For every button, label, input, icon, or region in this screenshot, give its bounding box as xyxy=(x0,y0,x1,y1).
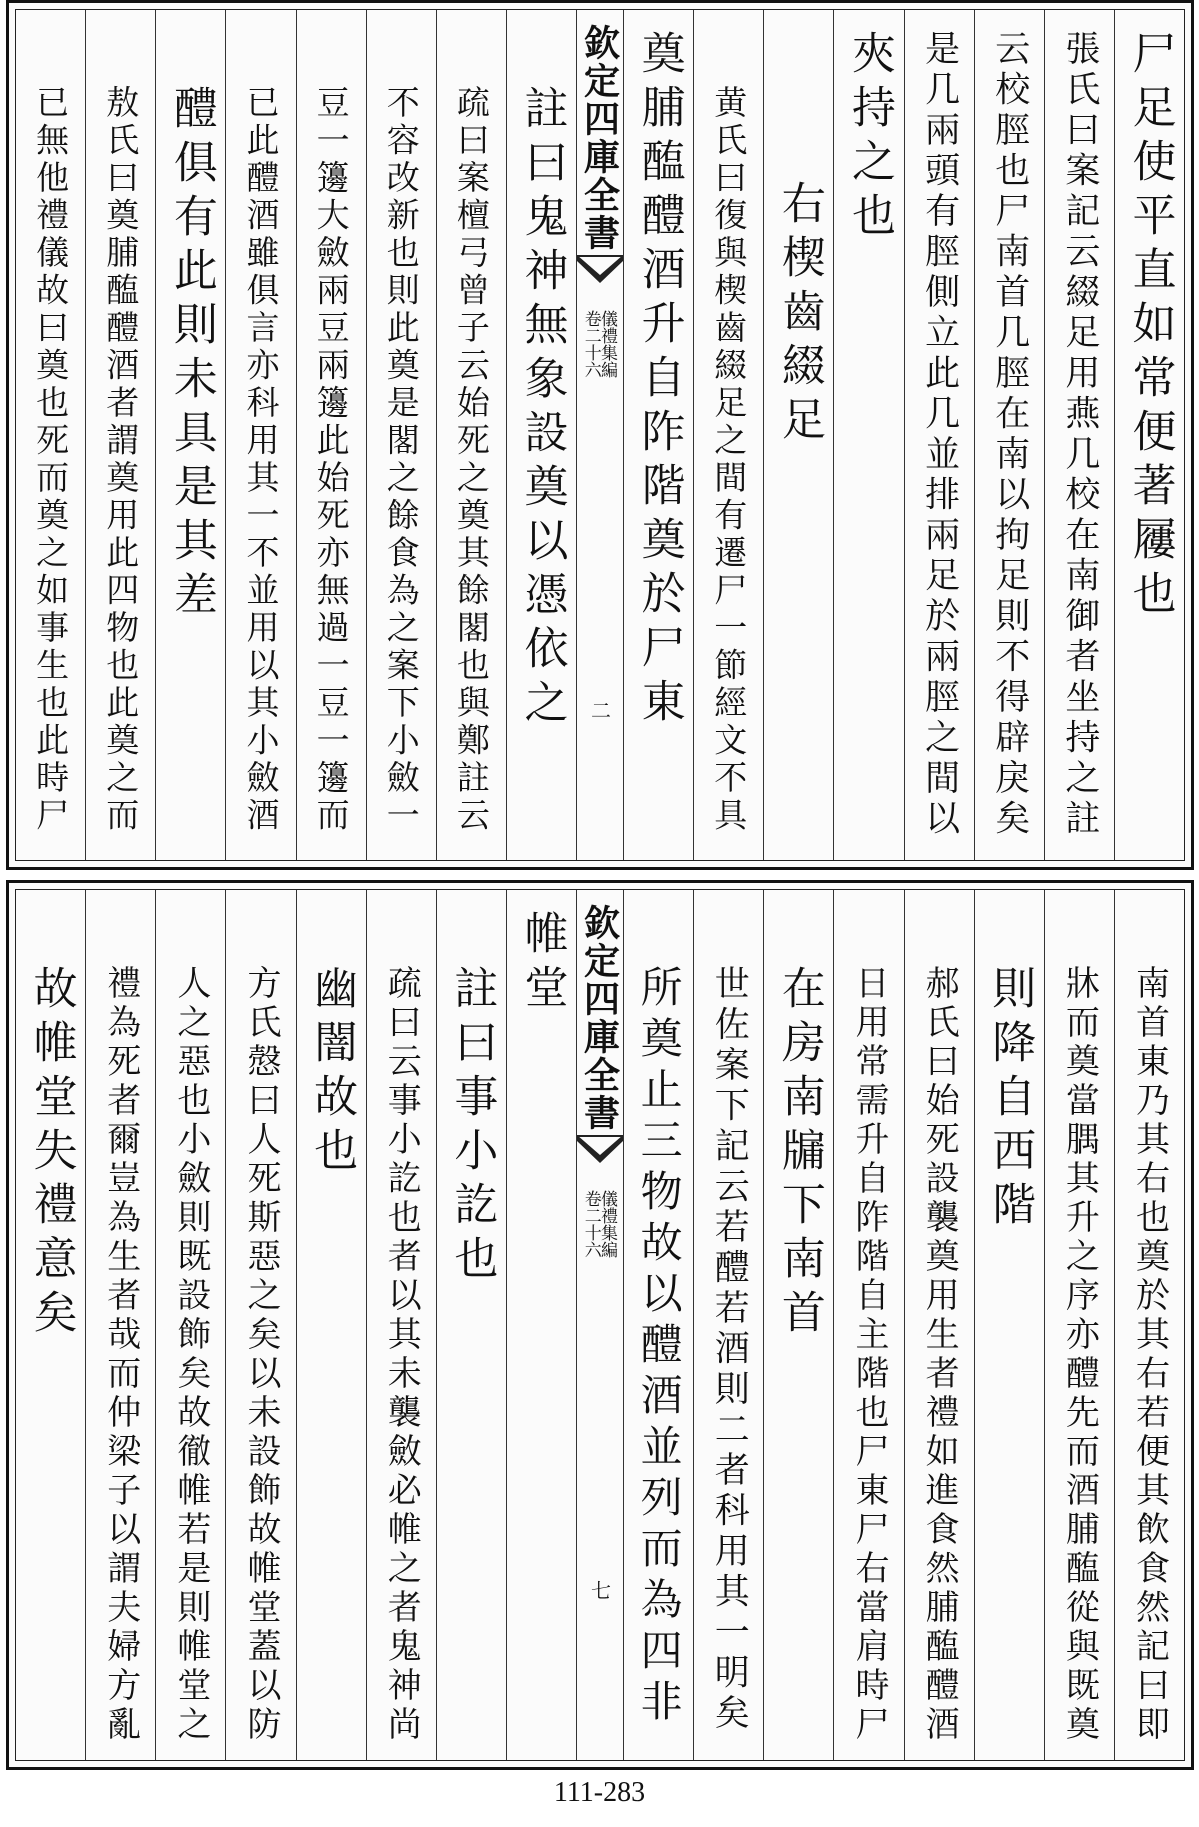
bottom-page-columns xyxy=(16,890,1184,1760)
text-column: 郝氏曰始死設襲奠用生者禮如進食然脯醢醴酒 xyxy=(904,890,974,1760)
fishtail-mark-icon xyxy=(577,1135,623,1165)
text-column: 右楔齒綴足 xyxy=(763,10,833,860)
text-column: 禮為死者爾豈為生者哉而仲梁子以謂夫婦方亂 xyxy=(85,890,155,1760)
text-column: 已無他禮儀故曰奠也死而奠之如事生也此時尸 xyxy=(31,85,71,835)
text-column: 是几兩頭有脛側立此几並排兩足於兩脛之間以 xyxy=(904,10,974,860)
text-column: 奠脯醢醴酒升自阼階奠於尸東 xyxy=(623,10,693,860)
text-column: 幽闇故也 xyxy=(296,890,366,1760)
text-column: 豆一籩大斂兩豆兩籩此始死亦無過一豆一籩而 xyxy=(296,10,366,860)
volume-label: 卷二十六 xyxy=(580,1190,601,1258)
text-column: 所奠止三物故以醴酒並列而為四非 xyxy=(623,890,693,1760)
text-column: 在房南牖下南首 xyxy=(763,890,833,1760)
text-column: 牀而奠當腢其升之序亦醴先而酒脯醢從與既奠 xyxy=(1044,890,1114,1760)
book-title: 儀禮集編 xyxy=(597,1190,617,1258)
text-column: 註曰事小訖也 xyxy=(436,890,506,1760)
leaf-number: 二 xyxy=(587,700,612,720)
top-page xyxy=(6,0,1194,870)
text-column: 故帷堂失禮意矣 xyxy=(25,965,77,1343)
bottom-page xyxy=(6,880,1194,1770)
text-column: 疏曰案檀弓曾子云始死之奠其餘閣也與鄭註云 xyxy=(436,10,506,860)
collection-title: 欽定四庫全書 xyxy=(578,24,621,252)
center-margin xyxy=(576,10,623,860)
collection-title: 欽定四庫全書 xyxy=(578,904,621,1132)
text-column: 註曰鬼神無象設奠以憑依之 xyxy=(506,10,576,860)
text-column: 尸足使平直如常便著屨也 xyxy=(1114,10,1184,860)
top-page-frame xyxy=(15,9,1185,861)
text-column: 帷堂 xyxy=(506,890,576,1760)
text-column: 南首東乃其右也奠於其右若便其飲食然記曰即 xyxy=(1114,890,1184,1760)
fishtail-mark-icon xyxy=(577,255,623,285)
text-column: 則降自西階 xyxy=(974,890,1044,1760)
center-margin xyxy=(576,890,623,1760)
text-column: 世佐案下記云若醴若酒則二者科用其一明矣 xyxy=(693,890,763,1760)
text-column: 夾持之也 xyxy=(833,10,903,860)
text-column: 張氏曰案記云綴足用燕几校在南御者坐持之註 xyxy=(1044,10,1114,860)
page-number: 111-283 xyxy=(553,1777,646,1808)
leaf-number: 七 xyxy=(587,1580,612,1600)
text-column: 不容改新也則此奠是閣之餘食為之案下小斂一 xyxy=(366,10,436,860)
bottom-page-frame xyxy=(15,889,1185,1761)
text-column: 云校脛也尸南首几脛在南以拘足則不得辟戾矣 xyxy=(974,10,1044,860)
volume-label: 卷二十六 xyxy=(580,310,601,378)
text-column: 方氏慤曰人死斯惡之矣以未設飾故帷堂蓋以防 xyxy=(225,890,295,1760)
text-column: 黄氏曰復與楔齒綴足之間有遷尸一節經文不具 xyxy=(693,10,763,860)
text-column: 人之惡也小斂則既設飾矣故徹帷若是則帷堂之 xyxy=(155,890,225,1760)
text-column: 已此醴酒雖俱言亦科用其一不並用以其小斂酒 xyxy=(225,10,295,860)
text-column: 醴俱有此則未具是其差 xyxy=(155,10,225,860)
text-column: 疏曰云事小訖也者以其未襲斂必帷之者鬼神尚 xyxy=(366,890,436,1760)
text-column: 日用常需升自阼階自主階也尸東尸右當肩時尸 xyxy=(833,890,903,1760)
text-column: 敖氏曰奠脯醢醴酒者謂奠用此四物也此奠之而 xyxy=(85,10,155,860)
book-title: 儀禮集編 xyxy=(597,310,617,378)
top-page-columns xyxy=(16,10,1184,860)
